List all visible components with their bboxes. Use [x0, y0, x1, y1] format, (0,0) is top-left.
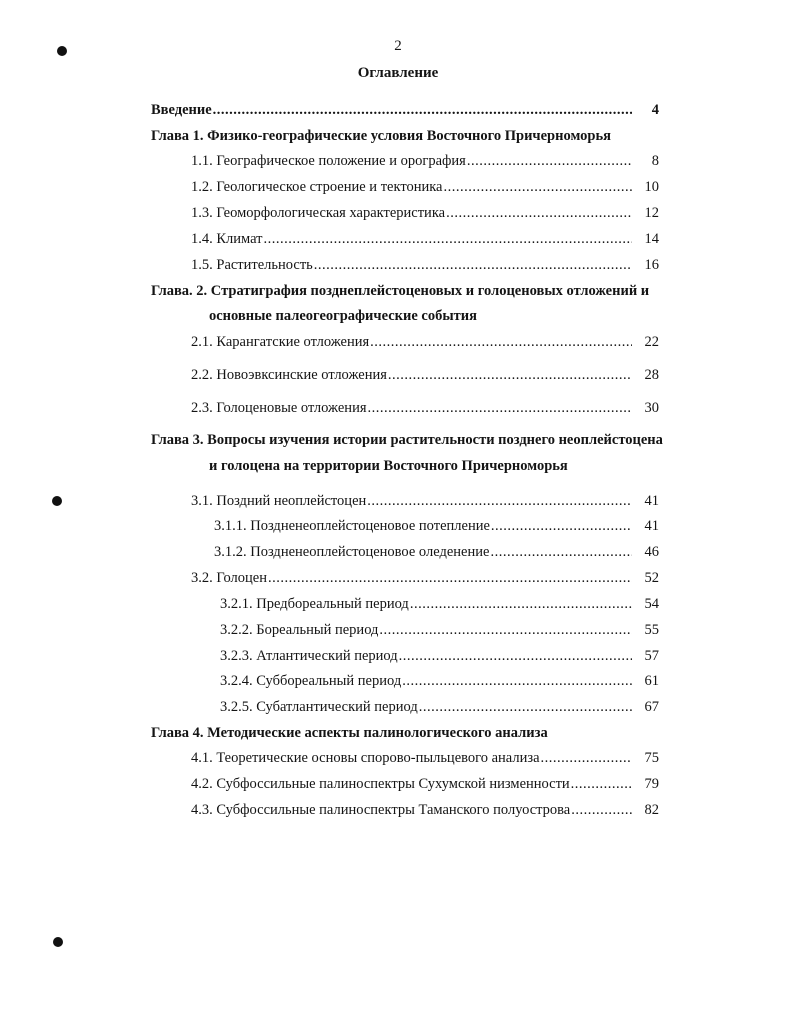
- dot-leader: [368, 399, 633, 417]
- chapter-3-heading-continued: и голоцена на территории Восточного Причерноморья: [209, 458, 568, 474]
- toc-entry-page: 61: [644, 673, 659, 689]
- dot-leader: [388, 366, 632, 384]
- toc-entry-page: 52: [644, 570, 659, 586]
- dot-leader: [367, 492, 632, 510]
- toc-entry-4-3[interactable]: [191, 801, 659, 819]
- toc-entry-label: 3.2.5. Субатлантический период: [220, 699, 418, 715]
- toc-entry-label: Введение: [151, 102, 212, 118]
- dot-leader: [541, 749, 632, 767]
- dot-leader: [268, 569, 632, 587]
- toc-entry-4-1[interactable]: [191, 749, 659, 767]
- toc-entry-3-1-1[interactable]: [214, 517, 659, 535]
- toc-entry-page: 10: [644, 179, 659, 195]
- toc-entry-3-2-1[interactable]: [220, 595, 659, 613]
- toc-entry-page: 46: [644, 544, 659, 560]
- toc-entry-3-2-5[interactable]: [220, 698, 659, 716]
- dot-leader: [571, 801, 632, 819]
- toc-entry-label: 2.2. Новоэвксинские отложения: [191, 367, 387, 383]
- toc-entry-page: 55: [644, 622, 659, 638]
- toc-entry-page: 22: [644, 334, 659, 350]
- toc-entry-1-3[interactable]: [191, 204, 659, 222]
- chapter-3-heading[interactable]: Глава 3. Вопросы изучения истории растительности позднего неоплейстоцена: [151, 432, 663, 448]
- toc-entry-intro[interactable]: [151, 101, 659, 119]
- toc-entry-label: 4.3. Субфоссильные палиноспектры Таманского полуострова: [191, 802, 571, 818]
- toc-entry-page: 41: [644, 518, 659, 534]
- toc-entry-1-1[interactable]: [191, 152, 659, 170]
- dot-leader: [444, 178, 633, 196]
- toc-entry-3-1[interactable]: [191, 492, 659, 510]
- toc-entry-label: 3.2.4. Суббореальный период: [220, 673, 402, 689]
- dot-leader: [379, 621, 632, 639]
- toc-entry-label: 1.4. Климат: [191, 231, 263, 247]
- toc-entry-label: 3.2.1. Предбореальный период: [220, 596, 409, 612]
- chapter-1-heading[interactable]: Глава 1. Физико-географические условия Восточного Причерноморья: [151, 128, 611, 144]
- toc-entry-label: 3.1. Поздний неоплейстоцен: [191, 493, 367, 509]
- toc-entry-2-1[interactable]: [191, 333, 659, 351]
- toc-entry-label: 3.1.1. Поздненеоплейстоценовое потепление: [214, 518, 490, 534]
- punch-hole-bottom: [53, 937, 63, 947]
- toc-entry-label: 1.3. Геоморфологическая характеристика: [191, 205, 446, 221]
- toc-entry-page: 54: [644, 596, 659, 612]
- chapter-2-heading-continued: основные палеогеографические события: [209, 308, 477, 324]
- toc-title: Оглавление: [357, 65, 439, 81]
- toc-entry-label: 2.1. Карангатские отложения: [191, 334, 370, 350]
- toc-entry-2-3[interactable]: [191, 399, 659, 417]
- toc-entry-page: 8: [651, 153, 659, 169]
- dot-leader: [491, 517, 632, 535]
- dot-leader: [571, 775, 632, 793]
- toc-entry-label: 3.2.3. Атлантический период: [220, 648, 398, 664]
- toc-entry-label: 3.2.2. Бореальный период: [220, 622, 379, 638]
- toc-entry-2-2[interactable]: [191, 366, 659, 384]
- dot-leader: [446, 204, 632, 222]
- toc-entry-label: 2.3. Голоценовые отложения: [191, 400, 367, 416]
- chapter-2-heading[interactable]: Глава. 2. Стратиграфия позднеплейстоценовых и голоценовых отложений и: [151, 283, 650, 299]
- toc-entry-1-4[interactable]: [191, 230, 659, 248]
- toc-entry-label: 1.1. Географическое положение и орография: [191, 153, 466, 169]
- toc-entry-page: 30: [644, 400, 659, 416]
- toc-entry-label: 1.5. Растительность: [191, 257, 313, 273]
- page-number: 2: [394, 38, 402, 54]
- toc-entry-1-5[interactable]: [191, 256, 659, 274]
- toc-entry-page: 41: [644, 493, 659, 509]
- toc-entry-3-2-4[interactable]: [220, 672, 659, 690]
- toc-entry-3-1-2[interactable]: [214, 543, 659, 561]
- toc-entry-page: 12: [644, 205, 659, 221]
- toc-entry-page: 75: [644, 750, 659, 766]
- toc-entry-1-2[interactable]: [191, 178, 659, 196]
- toc-entry-page: 67: [644, 699, 659, 715]
- toc-entry-4-2[interactable]: [191, 775, 659, 793]
- dot-leader: [314, 256, 632, 274]
- toc-entry-page: 16: [644, 257, 659, 273]
- dot-leader: [399, 647, 632, 665]
- toc-entry-3-2-2[interactable]: [220, 621, 659, 639]
- toc-entry-3-2-3[interactable]: [220, 647, 659, 665]
- chapter-4-heading[interactable]: Глава 4. Методические аспекты палинологического анализа: [151, 725, 548, 741]
- dot-leader: [402, 672, 632, 690]
- toc-entry-page: 57: [644, 648, 659, 664]
- toc-entry-3-2[interactable]: [191, 569, 659, 587]
- toc-entry-page: 4: [651, 102, 659, 118]
- dot-leader: [419, 698, 632, 716]
- toc-entry-page: 82: [644, 802, 659, 818]
- dot-leader: [370, 333, 632, 351]
- dot-leader: [490, 543, 632, 561]
- dot-leader: [213, 101, 632, 119]
- toc-entry-page: 79: [644, 776, 659, 792]
- dot-leader: [467, 152, 632, 170]
- toc-entry-label: 4.1. Теоретические основы спорово-пыльцевого анализа: [191, 750, 540, 766]
- dot-leader: [264, 230, 632, 248]
- toc-entry-label: 3.1.2. Поздненеоплейстоценовое оледенение: [214, 544, 490, 560]
- toc-entry-label: 3.2. Голоцен: [191, 570, 267, 586]
- toc-entry-label: 4.2. Субфоссильные палиноспектры Сухумской низменности: [191, 776, 570, 792]
- punch-hole-middle: [52, 496, 62, 506]
- toc-entry-label: 1.2. Геологическое строение и тектоника: [191, 179, 443, 195]
- toc-entry-page: 28: [644, 367, 659, 383]
- dot-leader: [410, 595, 632, 613]
- toc-entry-page: 14: [644, 231, 659, 247]
